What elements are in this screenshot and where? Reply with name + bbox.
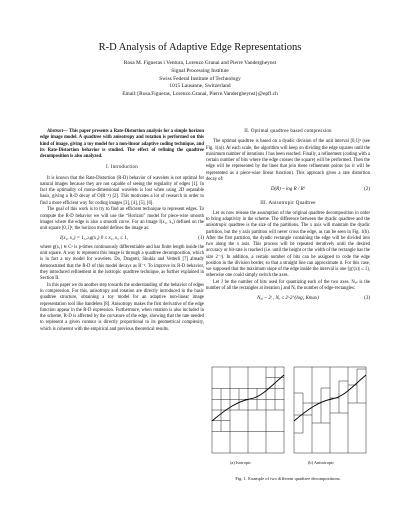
figure-1a-caption: (a) Isotropic [230,460,252,465]
equation-1-body: I(x₁, x₂) = 1ₓ₂≥g(x₁) 0 ≤ x₁, x₂ ≤ 1, [60,235,128,241]
section-heading-optimal-quadtree: II. Optimal quadtree based compression [244,129,332,134]
abstract [40,129,204,160]
affiliation-line-1: Signal Processing Institute [171,67,229,74]
aniso-paragraph-2: Let J be the number of bits used for quantizing each of the two axes. Nₐₛ is the number of all the rectangles at iteration j and Nₑ the number of edge-rectangles: [206,280,370,292]
section-heading-anisotropic-quadtree: III. Anisotropic Quadtree [260,200,316,206]
intro-paragraph-1: It is known that the Rate-Distortion (R-D) behavior of wavelets is not optimal for natural images because they are not capable of seeing the regularity of edges [1]. In fact the optimality of mono-dimensional wavelets is lost when using 2D separable basis, giving a R-D decay of O(R⁻¹) [2]. This motivates a lot of research in order to find a more efficient way for coding images [3], [4], [5], [6]. [40,175,204,206]
intro-paragraph-3: where g(x₁) ∈ Cᵅ is p-times continuously differentiable and has finite length inside the unit square. A way to represent this image is through a quadtree decomposition, which is in fact a toy model for wavelets. Do, Dragotti, Shukla and Vetterli [7] already demonstrated that the R-D of this model decays as R⁻¹. To improve its R-D behavior, they introduced refinement in the isotropic quadtree technique, as further explained in Section II. [40,244,204,281]
author-block [0,60,400,99]
figure-1-caption: Fig. 1. Example of two different quadtree decompositions. [235,476,341,481]
abstract-text: — This paper presents a Rate-Distortion analysis for a simple horizon edge image model. A quadtree with anisotropy and rotation is performed on this kind of image, giving a toy model for a non-linear adaptive coding technique, and its Rate-Distortion behavior is studied. The effect of refining the quadtree decomposition is also analyzed. [40,129,204,159]
affiliation-line-2: Swiss Federal Institute of Technology [159,75,241,82]
section-heading-introduction: I. Introduction [106,165,138,171]
optimal-paragraph-1: The optimal quadtree is based on a dyadic division of the unit interval [0,1]² (see Fig. 1(a)). At each scale, the algorithm will keep on dividing the edge squares until the maximum number of iterations J has been reached. Finally, a refinement (coding with a certain number of bits where the edge crosses the square) will be performed. Then the edge will be represented by the lines that join these refinement points (so it will be represented as a piece-wise linear function). This approach gives a rate distortion decay of: [206,139,370,182]
equation-3-number: (3) [364,296,370,301]
figure-1 [206,363,370,471]
intro-paragraph-2: The goal of this work is to try to find an efficient technique to represent edges. To compute the R-D behavior we will use the “Horizon” model for piece-wise smooth images where the edge is also a smooth curve. For an image I(x₁, x₂) defined on the unit square [0,1]², the horizon model defines the image as: [40,207,204,231]
abstract-label: Abstract [47,129,64,134]
equation-1 [40,233,204,245]
equation-2-body: D(R) ~ log R / R² [270,186,306,192]
aniso-paragraph-1: Let us now release the assumption of the original quadtree decomposition in order to bring adaptivity in the scheme. The difference between the dyadic quadtree and the anisotropic quadtree is the size of the partitions. The x axis will maintain the dyadic partition, but the y axis partition will never cross the edge, as can be seen in Fig. 1(b). After the first partition, the dyadic rectangle containing the edge will be divided into two along the x axis. This process will be repeated iteratively until the desired accuracy or bit-rate is reached (i.e. until the height or the width of the rectangle has the size 2⁻ᴶ). In addition, a certain number of bits can be assigned to code the edge position in the division border, so that a straight line can approximate it. For this case, we supposed that the maximum slope of the edge inside the interval is one (|g′(x)| ≤ 1), otherwise one could simply switch the axes. [206,210,370,279]
intro-paragraph-4: In this paper we do another step towards the understanding of the behavior of edges in compression. For this, anisotropy and rotation are directly introduced in the basic quadtree structure, obtaining a toy model for an adaptive non-linear image representation tool like bandelets [8]. Anisotropy makes the first derivative of the edge function appear in the R-D expression. Furthermore, when rotation is also included in the scheme, R-D is affected by the curvature of the edge, showing that the rate needed to represent a given contour is directly proportional to its geometrical complexity, which is coherent with the empirical and previous theoretical results. [40,282,204,332]
equation-3 [206,293,370,305]
paper-title: R-D Analysis of Adaptive Edge Representations [98,42,302,53]
right-column [206,129,370,305]
equation-2-number: (2) [364,186,370,192]
figure-1b-caption: (b) Anisotropic [308,460,335,465]
figure-1-drawing [206,363,370,471]
author-names: Rosa M. Figueras i Ventura, Lorenzo Granai and Pierre Vandergheynst [123,60,277,66]
equation-2 [206,184,370,196]
anisotropic-quadtree-diagram [294,367,366,453]
equation-3-body: Nₐⱼ ~ 2ʲ , Nₑ ≤ 2ʲ·2^(log₂ Kmax) [257,296,319,301]
isotropic-quadtree-diagram [212,367,284,453]
equation-1-number: (1) [198,235,204,241]
affiliation-line-3: 1015 Lausanne, Switzerland [169,83,231,90]
author-email: Email:{Rosa.Figueras, Lorenzo.Granai, Pierre.Vandergheynst}@epfl.ch [122,91,278,98]
left-column [40,129,204,333]
